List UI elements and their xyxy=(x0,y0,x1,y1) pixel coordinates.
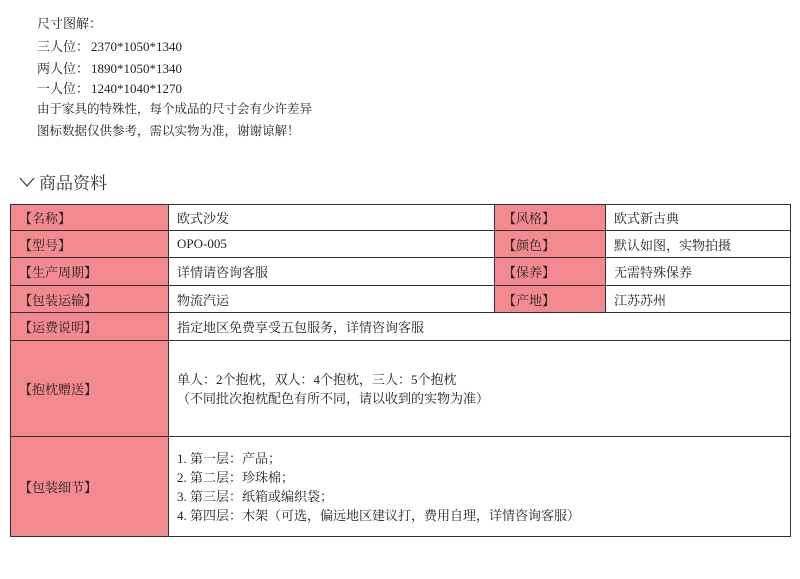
field-value-line: 单人：2个抱枕，双人：4个抱枕，三人：5个抱枕 xyxy=(177,371,457,387)
chevron-down-icon xyxy=(18,172,36,190)
dimension-value: 2370*1050*1340 xyxy=(91,39,183,54)
dimension-value: 1890*1050*1340 xyxy=(91,61,183,76)
table-row xyxy=(11,313,791,341)
field-value: 欧式新古典 xyxy=(606,205,791,231)
dimension-label: 三人位： xyxy=(37,40,90,55)
dimensions-heading: 尺寸图解： xyxy=(37,17,103,32)
field-value: 指定地区免费享受五包服务，详情咨询客服 xyxy=(169,313,791,341)
field-value xyxy=(169,437,791,537)
dimensions-block xyxy=(37,14,312,142)
field-value-line: 2. 第二层：珍珠棉； xyxy=(177,469,295,485)
field-value: 无需特殊保养 xyxy=(606,258,791,286)
field-value-line: 1. 第一层：产品； xyxy=(177,450,282,466)
field-label: 【风格】 xyxy=(495,205,606,231)
dimension-row xyxy=(37,80,312,98)
table-row xyxy=(11,341,791,437)
field-label: 【运费说明】 xyxy=(11,313,169,341)
field-label: 【包装运输】 xyxy=(11,286,169,313)
field-value xyxy=(169,341,791,437)
field-label: 【生产周期】 xyxy=(11,258,169,286)
field-value-line: （不同批次抱枕配色有所不同，请以收到的实物为准） xyxy=(177,390,490,406)
field-value: 详情请咨询客服 xyxy=(169,258,495,286)
dimensions-note: 由于家具的特殊性，每个成品的尺寸会有少许差异 xyxy=(37,101,313,116)
dimension-value: 1240*1040*1270 xyxy=(91,81,183,96)
table-row xyxy=(11,231,791,258)
field-value: 默认如图，实物拍摄 xyxy=(606,231,791,258)
field-label: 【保养】 xyxy=(495,258,606,286)
field-label: 【颜色】 xyxy=(495,231,606,258)
table-row xyxy=(11,205,791,231)
section-title xyxy=(18,170,107,192)
dimension-label: 一人位： xyxy=(37,82,90,97)
field-value: 江苏苏州 xyxy=(606,286,791,313)
dimension-row xyxy=(37,36,312,58)
field-value-line: 4. 第四层：木架（可选，偏远地区建议打，费用自理，详情咨询客服） xyxy=(177,507,581,523)
field-value: 欧式沙发 xyxy=(169,205,495,231)
field-label: 【抱枕赠送】 xyxy=(11,341,169,437)
table-row xyxy=(11,258,791,286)
dimension-row xyxy=(37,58,312,80)
field-label: 【型号】 xyxy=(11,231,169,258)
table-row xyxy=(11,286,791,313)
field-label: 【包装细节】 xyxy=(11,437,169,537)
field-label: 【名称】 xyxy=(11,205,169,231)
field-value: 物流汽运 xyxy=(169,286,495,313)
product-info-table xyxy=(10,204,791,537)
field-value-line: 3. 第三层：纸箱或编织袋； xyxy=(177,488,334,504)
field-value: OPO-005 xyxy=(169,231,495,258)
field-label: 【产地】 xyxy=(495,286,606,313)
dimensions-note: 图标数据仅供参考，需以实物为准，谢谢谅解！ xyxy=(37,123,300,138)
section-title-text: 商品资料 xyxy=(39,173,107,194)
dimension-label: 两人位： xyxy=(37,62,90,77)
table-row xyxy=(11,437,791,537)
